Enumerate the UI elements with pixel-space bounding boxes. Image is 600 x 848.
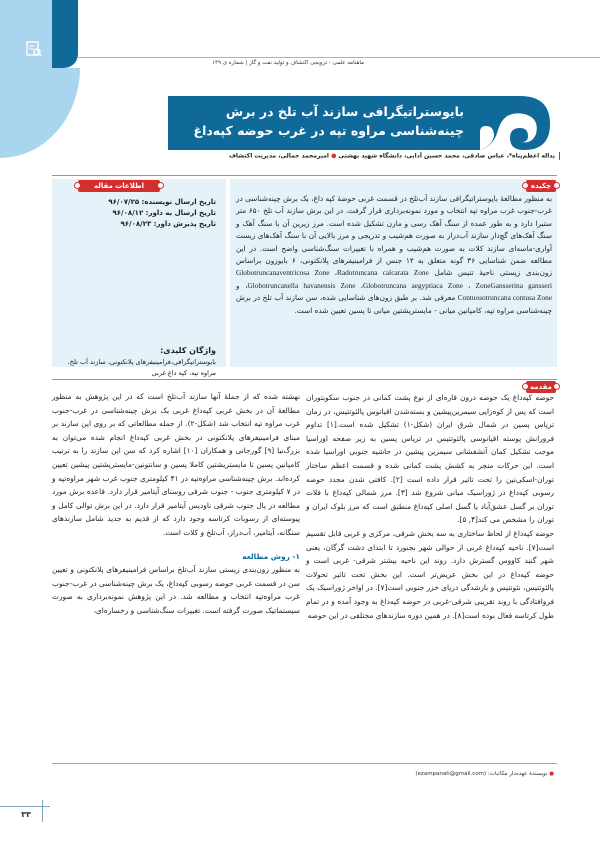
header-rule [78, 57, 600, 58]
date-submitted: تاریخ ارسال نویسنده: ۹۶/۰۷/۲۵ [108, 198, 216, 206]
article-title-banner [168, 96, 550, 150]
footnote-rule [52, 763, 557, 764]
abstract-and: و [236, 280, 240, 290]
article-info-label: اطلاعات مقاله [78, 180, 160, 192]
corresponding-author-footnote [300, 771, 554, 777]
keywords-heading: واژگان کلیدی: [160, 346, 216, 355]
abstract-body-1: به منظور مطالعهٔ بایوستراتیگرافی سازند آب‌تلخ در قسمت غربی حوضهٔ کپه داغ، یک برش چینه‌شناسی در غرب-جنوب غرب مراوه تپه انتخاب و مورد نمونه‌برداری قرار گرفت. در این برش سازند آب تلخ ۶۵۰ متر ستبرا دارد و به طور عمده از سنگ آهک رسی و مارن تشکیل شده است. مرز زیرین آن با سنگ آهک و سنگ آهک‌های گچ‌دار سازند آب‌دراز به صورت هم‌شیب و تدریجی و مرز بالایی آن با سنگ آهک‌های زیست آواری-ماسه‌ای سازند کلات به صورت هم‌شیب و همراه با تغییرات سنگ‌شناسی واضح است. در این مطالعه ضمن شناسایی ۳۶ گونه متعلق به ۱۴ جنس از فرامینیفرهای پلانکتونی، ۶ بایوزون براساس زون‌بندی زیستی ناحیهٔ تتیس شامل [236, 194, 552, 278]
journal-logo-icon [25, 40, 43, 58]
body-column-right [306, 391, 554, 622]
abstract-body-2: معرفی شد. بر طبق زون‌های شناسایی شده، سن سازند آب تلخ در برش چینه‌شناسی مراوه تپه، کامپانین میانی - مایستریشتین میانی تا پسین تعیین شده است. [236, 293, 552, 315]
intro-paragraph: حوضه کپه‌داغ از لحاظ ساختاری به سه بخش شرقی، مرکزی و غربی قابل تقسیم است[۷]. ناحیه کپه‌داغ غربی از حوالی شهر بجنورد تا ابتدای دشت گرگان، یعنی شهر گنبد کاووس گسترش دارد. روند این ناحیه بیشتر شرقی- غربی است و حوضه کپه‌داغ در این بخش عریض‌تر است. این بخش تحت تاثیر تحولات پالئوتتیس، نئوتتیس و بازشدگی دریای خزر جنوبی است[۷]. در اواخر ژوراسیک یک فروافتادگی با روند تقریبی شرقی-غربی در حوضه کپه‌داغ به وجود آمده و در تمام طول کرتاسه فعال بوده است[۸]. در همین دوره سازندهای مختلفی در این حوضه [306, 528, 554, 620]
journal-running-header: ماهنامه علمی - ترویجی اکتشاف و تولید نفت و گاز | شماره ی ۱۴۹ [212, 60, 364, 66]
introduction-label: مقدمه [526, 381, 556, 393]
body-column-left [52, 390, 300, 618]
page-number: ۳۳ [21, 810, 31, 819]
footnote-marker-icon: ● [549, 771, 554, 777]
ornament-icon [480, 96, 550, 150]
divider [52, 175, 557, 176]
bullet-icon: ● [331, 152, 337, 160]
methods-paragraph: به منظور زون‌بندی زیستی سازند آب‌تلخ براساس فرامینیفرهای پلانکتونی و تعیین سن در قسمت غربی حوضه رسوبی کپه‌داغ، یک برش چینه‌شناسی در غرب-جنوب غرب مراوه‌تپه انتخاب و مطالعه شد. در این پژوهش نمونه‌برداری به صورت سیستماتیک صورت گرفته است. تغییرات سنگ‌شناسی و رخساره‌ای، [52, 565, 300, 615]
abstract-text [236, 193, 552, 317]
date-accepted: تاریخ پذیرش داور: ۹۶/۰۸/۲۳ [120, 220, 216, 228]
side-strip-curve [0, 68, 80, 158]
date-sent-to-reviewer: تاریخ ارسال به داور: ۹۶/۰۸/۱۲ [112, 209, 216, 217]
intro-paragraph: نهشته شده که از جملهٔ آنها سازند آب‌تلخ است که در این پژوهش به منظور مطالعهٔ آن در بخش غربی کپه‌داغ غربی یک برش چینه‌شناسی در غرب-جنوب غرب مراوه تپه انتخاب شد (شکل-۲). از جمله مطالعاتی که بر روی این سازند بر مبنای فرامینیفرهای پلانکتونی در بخش غربی کپه‌داغ انجام شده می‌توان به بزرگ‌نیا [۹] گورجانی و همکاران [۱۰] اشاره کرد که سن این سازند را به ترتیب کامپانین پسین تا مایستریشتین کاملا پسین و سانتونین-مایستریشتین پیشین تعیین کرده‌اند. برش چینه‌شناسی مراوه‌تپه در ۴۱ کیلومتری جنوب غرب شهر مراوه‌تپه و در ۷ کیلومتری جنوب - جنوب شرقی روستای آیتامیر قرار دارد. قاعده برش مورد مطالعه در یال جنوب شرقی ناودیس آیتامیر قرار دارد. در این برش توالی کامل و پیوسته‌ای از رسوبات کرتاسه وجود دارد که از قدیم به جدید شامل سازندهای سنگانه، آیتامیر، آب‌دراز، آب‌تلخ و کلات است. [52, 392, 300, 537]
article-title: بایوستراتیگرافی سازند آب تلخ در برش چینه‌شناسی مراوه تپه در غرب حوضه کپه‌داغ [193, 104, 464, 138]
authors-accent-bar [559, 152, 560, 160]
abstract-zone-last: Contuosotruncana contusa Zone [457, 293, 552, 303]
authors-line [160, 152, 560, 160]
divider [52, 379, 557, 380]
keywords-list: بایوستراتیگرافی،فرامینیفرهای پلانکتونی، سازند آب تلخ، مراوه تپه، کپه داغ غربی [67, 358, 216, 377]
authors-group-2: امیرمحمد جمالی، مدیریت اکتشاف [228, 152, 329, 160]
authors-group-1: یداله اعظم‌پناه*، عباس صادقی، محمد حسین آدابی، دانشگاه شهید بهشتی [338, 152, 555, 160]
side-strip-dark [52, 0, 78, 68]
abstract-label: چکیده [526, 180, 556, 192]
intro-paragraph: حوضه کپه‌داغ یک حوضه درون قاره‌ای از نوع پشت کمانی در جنوب سکوبتوران است که پس از کوه‌زایی سیمرین‌پیشین و بسته‌شدن اقیانوس پالئوتتیس، در زمان تریاس پسین در شمال شرق ایران (شکل-۱) تشکیل شده است.[۱] تداوم فرورانش پوسته اقیانوسی پالئوتتیس در تریاس پسین به زیر صفحه اوراسیا موجب تشکیل کمان آتشفشانی سیمرین پیشین در حاشیه جنوبی اوراسیا شده است. این حرکات منجر به کشش پشت کمانی شده و قسمت اعظم ساختار توران-اسکی‌تین را تحت تاثیر قرار داده است [۲]. کافتی شدن مجدد حوضه رسوبی کپه‌داغ در ژوراسیک میانی شروع شد [۳]. مرز شمالی کپه‌داغ با فلات توران بر گسل عشق‌آباد یا گسل اصلی کپه‌داغ منطبق است که مرز بلوک ایران و توران را مشخص می کند[۴, ۵]. [306, 393, 555, 525]
footnote-text: نویسندهٔ عهده‌دار مکاتبات: (ezampanah@gmail.com) [415, 771, 548, 777]
abstract-zones: Globotruncanaventricosa Zone ،Radotruncana calcarata Zone ،Globotruncanella havanensis Zone ،Globotruncana aegyptiaca Zone ، ZoneGansserina gansseri [236, 268, 552, 290]
page-number-tick [42, 800, 43, 822]
article-dates [58, 197, 216, 230]
section-heading-methods: ۱- روش مطالعه [242, 551, 300, 561]
